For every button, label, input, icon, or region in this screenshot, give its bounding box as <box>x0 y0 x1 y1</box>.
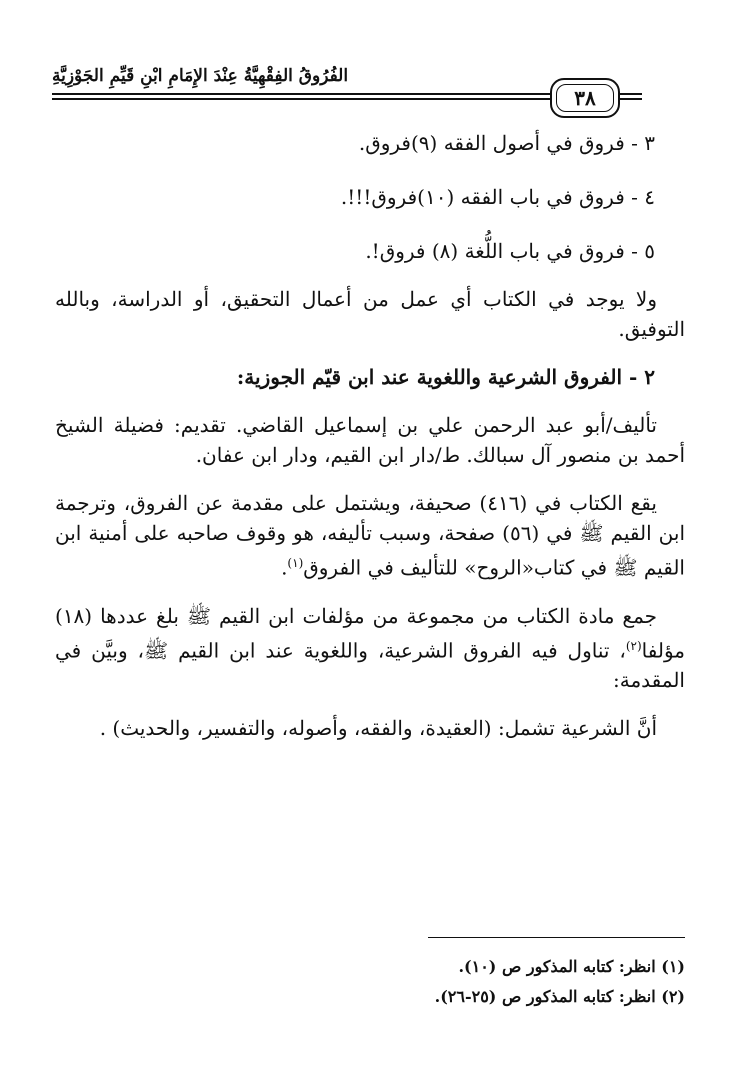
section-heading: ٢ - الفروق الشرعية واللغوية عند ابن قيّم الجوزية: <box>236 365 655 389</box>
footnote-marker[interactable]: (٢) <box>625 638 642 653</box>
paragraph-text: تأليف/أبو عبد الرحمن علي بن إسماعيل القاضي. تقديم: فضيلة الشيخ أحمد بن منصور آل سبالك. ط/دار ابن القيم، ودار ابن عفان. <box>55 413 685 467</box>
footnote-divider <box>428 937 685 938</box>
paragraph <box>55 713 685 743</box>
paragraph-wrap <box>55 601 685 696</box>
body-text <box>55 128 685 761</box>
page-number: ٣٨ <box>574 86 596 110</box>
header-rule <box>620 93 642 95</box>
footnote: (١) انظر: كتابه المذكور ص (١٠). <box>458 957 685 976</box>
paragraph-text: يقع الكتاب في (٤١٦) صحيفة، ويشتمل على مقدمة عن الفروق، وترجمة ابن القيم ﷺ في (٥٦) صفحة، وسبب تأليفه، هو وقوف صاحبه على أمنية ابن القيم ﷺ في كتاب«الروح» للتأليف في الفروق <box>55 491 685 580</box>
header-rule <box>52 98 552 100</box>
footnote-marker[interactable]: (١) <box>287 556 304 570</box>
paragraph-text: جمع مادة الكتاب من مجموعة من مؤلفات ابن القيم ﷺ بلغ عددها (١٨) مؤلفا <box>55 603 685 663</box>
paragraph-text: ولا يوجد في الكتاب أي عمل من أعمال التحقيق، أو الدراسة، وبالله التوفيق. <box>55 287 685 341</box>
paragraph-text: أنَّ الشرعية تشمل: (العقيدة، والفقه، وأصوله، والتفسير، والحديث) . <box>99 716 657 741</box>
footnotes <box>55 952 685 1012</box>
paragraph <box>55 488 685 583</box>
paragraph-text: ، تناول فيه الفروق الشرعية، واللغوية عند ابن القيم ﷺ، وبيَّن في المقدمة: <box>55 638 685 693</box>
list-item: ٣ - فروق في أصول الفقه (٩)فروق. <box>358 131 655 155</box>
list-item: ٤ - فروق في باب الفقه (١٠)فروق!!!. <box>340 185 655 209</box>
footnote: (٢) انظر: كتابه المذكور ص (٢٥-٢٦). <box>434 987 685 1006</box>
page-header <box>0 58 741 118</box>
paragraph <box>55 284 685 344</box>
paragraph <box>55 601 685 696</box>
header-rule <box>620 98 642 100</box>
header-rule <box>52 93 552 95</box>
page-number-frame <box>550 78 620 118</box>
paragraph-wrap: يقع الكتاب في (٤١٦) صحيفة، ويشتمل على مقدمة عن الفروق، وترجمة ابن القيم ﷺ في (٥٦) صفحة، وسبب تأليفه، هو وقوف صاحبه على أمنية ابن القيم ﷺ في كتاب«الروح» للتأليف في الفروق$^{(١)}$. <box>55 491 685 580</box>
running-title: الفُرُوقُ الفِقْهِيَّةُ عِنْدَ الإِمَامِ ابْنِ قَيِّمِ الجَوْزِيَّةِ <box>52 66 349 86</box>
paragraph <box>55 410 685 470</box>
list-item: ٥ - فروق في باب اللُّغة (٨) فروق!. <box>365 239 655 263</box>
